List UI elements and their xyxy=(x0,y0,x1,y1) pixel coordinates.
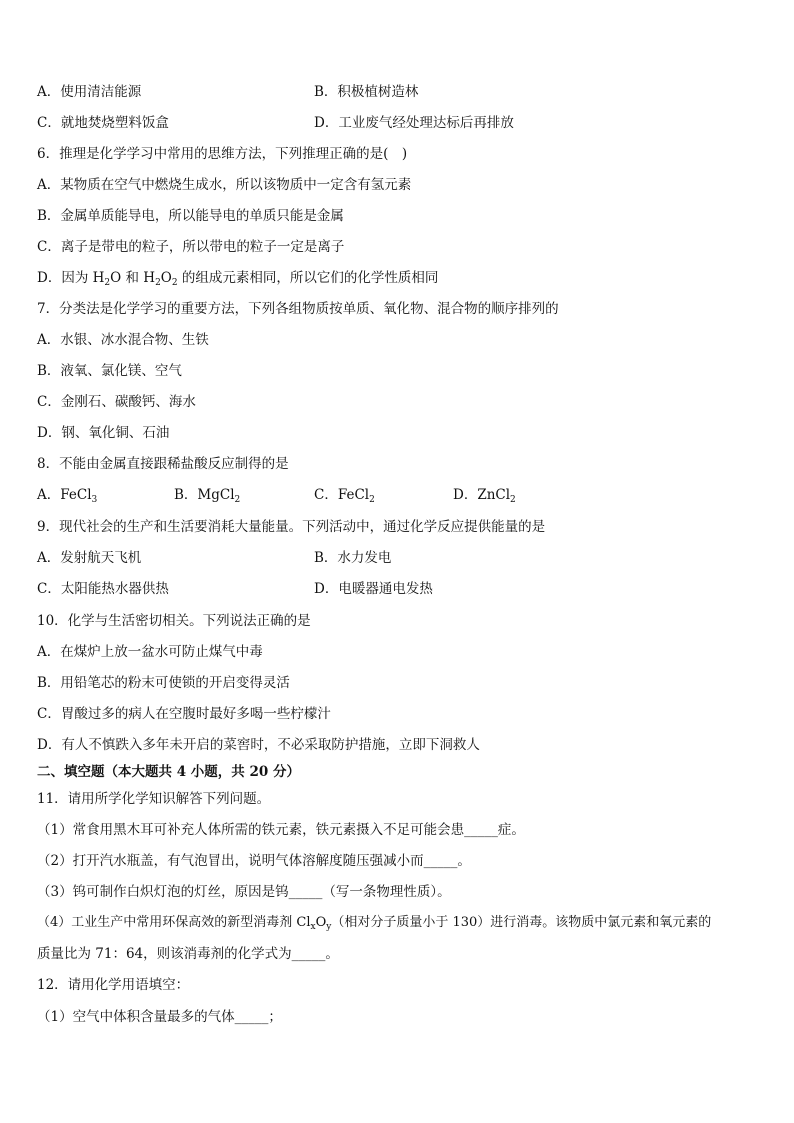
q11-p4-text-2: （相对分子质量小于 130）进行消毒。该物质中氯元素和氧元素的 xyxy=(331,915,712,930)
q6-stem: 6．推理是化学学习中常用的思维方法，下列推理正确的是( ) xyxy=(37,146,408,162)
q8-b-text: B．MgCl xyxy=(174,487,235,503)
q11-p4-sub-y: y xyxy=(326,922,332,932)
q6-d-sub-1: 2 xyxy=(104,278,111,288)
q11-p4-sub-x: x xyxy=(310,922,316,932)
q7-option-b: B．液氧、氯化镁、空气 xyxy=(37,363,182,379)
q7-option-d: D．钢、氧化铜、石油 xyxy=(37,425,170,441)
q11-part-2: （2）打开汽水瓶盖，有气泡冒出，说明气体溶解度随压强减小而_____。 xyxy=(37,853,471,869)
q10-option-c: C．胃酸过多的病人在空腹时最好多喝一些柠檬汁 xyxy=(37,706,331,722)
q11-p4-text-1: （4）工业生产中常用环保高效的新型消毒剂 Cl xyxy=(37,915,311,930)
q5-option-b: B．积极植树造林 xyxy=(314,84,419,100)
q8-a-sub: 3 xyxy=(91,495,98,505)
q8-d-text: D．ZnCl xyxy=(453,487,511,503)
q5-option-d: D．工业废气经处理达标后再排放 xyxy=(314,115,514,131)
q11-p4-o: O xyxy=(315,915,327,930)
q8-b-sub: 2 xyxy=(234,495,241,505)
q8-c-sub: 2 xyxy=(369,495,375,505)
q8-stem: 8．不能由金属直接跟稀盐酸反应制得的是 xyxy=(37,456,289,472)
q10-option-b: B．用铅笔芯的粉末可使锁的开启变得灵活 xyxy=(37,675,290,691)
q8-option-b xyxy=(174,486,240,504)
q10-option-a: A．在煤炉上放一盆水可防止煤气中毒 xyxy=(37,644,263,660)
q7-stem: 7．分类法是化学学习的重要方法，下列各组物质按单质、氧化物、混合物的顺序排列的 xyxy=(37,301,559,317)
q11-part-3: （3）钨可制作白炽灯泡的灯丝，原因是钨_____（写一条物理性质）。 xyxy=(37,884,451,900)
q6-d-text-1: D．因为 H xyxy=(37,270,105,286)
q8-option-c xyxy=(314,486,375,504)
q6-option-b: B．金属单质能导电，所以能导电的单质只能是金属 xyxy=(37,208,344,224)
q7-option-a: A．水银、冰水混合物、生铁 xyxy=(37,332,209,348)
q6-option-a: A．某物质在空气中燃烧生成水，所以该物质中一定含有氢元素 xyxy=(37,177,412,193)
section-heading-fill-in: 二、填空题（本大题共 4 小题，共 20 分） xyxy=(37,764,300,780)
q9-option-c: C．太阳能热水器供热 xyxy=(37,581,169,597)
q9-stem: 9．现代社会的生产和生活要消耗大量能量。下列活动中，通过化学反应提供能量的是 xyxy=(37,519,546,535)
q9-option-a: A．发射航天飞机 xyxy=(37,550,142,566)
q6-d-sub-3: 2 xyxy=(171,278,178,288)
q7-option-c: C．金刚石、碳酸钙、海水 xyxy=(37,394,196,410)
q8-c-text: C．FeCl xyxy=(314,487,370,503)
q6-d-text-4: 的组成元素相同，所以它们的化学性质相同 xyxy=(177,270,439,286)
q12-stem: 12．请用化学用语填空： xyxy=(37,977,190,993)
q11-part-1: （1）常食用黑木耳可补充人体所需的铁元素，铁元素摄入不足可能会患_____症。 xyxy=(37,822,525,838)
q11-part-4-continued: 质量比为 71：64，则该消毒剂的化学式为_____。 xyxy=(37,946,339,962)
q6-d-text-2: O 和 H xyxy=(110,270,156,286)
q6-option-d xyxy=(37,269,438,287)
q6-option-c: C．离子是带电的粒子，所以带电的粒子一定是离子 xyxy=(37,239,345,255)
q10-stem: 10．化学与生活密切相关。下列说法正确的是 xyxy=(37,613,311,629)
q8-a-text: A．FeCl xyxy=(37,487,92,503)
q8-option-d xyxy=(453,486,516,504)
q9-option-d: D．电暖器通电发热 xyxy=(314,581,433,597)
q11-stem: 11．请用所学化学知识解答下列问题。 xyxy=(37,791,271,807)
q12-part-1: （1）空气中体积含量最多的气体_____； xyxy=(37,1009,282,1025)
q6-d-sub-2: 2 xyxy=(155,278,161,288)
q10-option-d: D．有人不慎跌入多年未开启的菜窖时，不必采取防护措施，立即下洞救人 xyxy=(37,737,480,753)
q6-d-text-3: O xyxy=(160,270,172,286)
q5-option-a: A．使用清洁能源 xyxy=(37,84,142,100)
q5-option-c: C．就地焚烧塑料饭盒 xyxy=(37,115,169,131)
q8-option-a xyxy=(37,486,97,504)
q9-option-b: B．水力发电 xyxy=(314,550,392,566)
q8-d-sub: 2 xyxy=(510,495,516,505)
q11-part-4 xyxy=(37,914,711,932)
